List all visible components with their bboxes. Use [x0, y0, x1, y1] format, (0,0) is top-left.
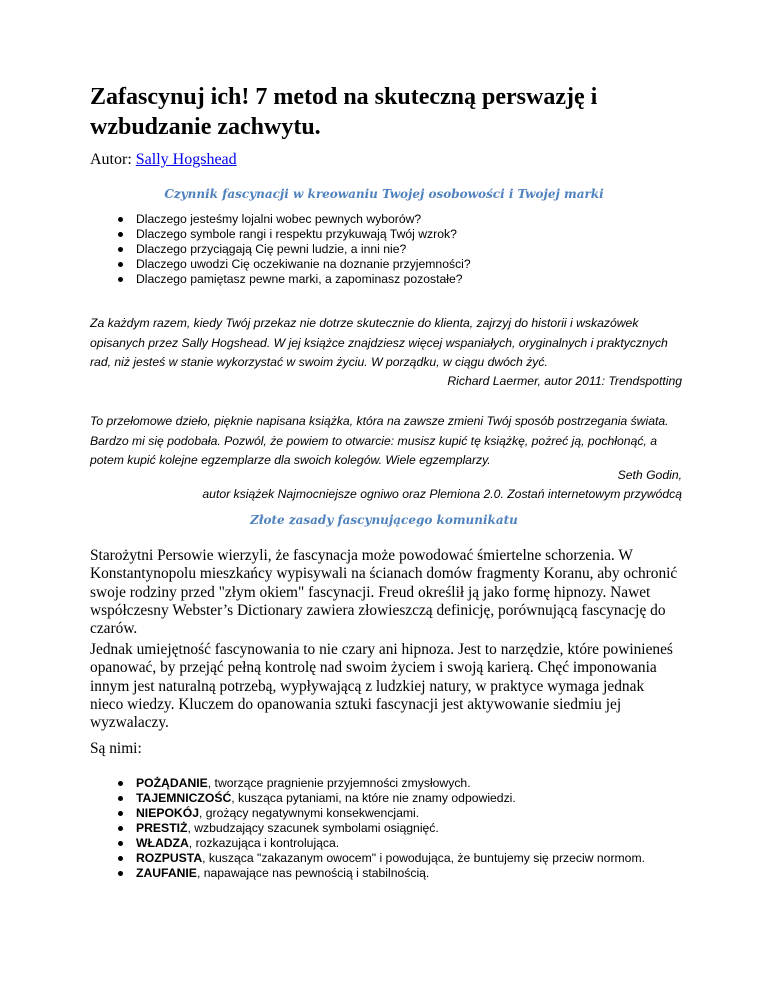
quote-attribution-laermer: Richard Laermer, autor 2011: Trendspotting	[447, 374, 682, 388]
bullet-icon	[118, 871, 123, 876]
bullet-icon	[118, 796, 123, 801]
list-item	[90, 821, 645, 836]
list-item-text: Dlaczego pamiętasz pewne marki, a zapominasz pozostałe?	[136, 272, 463, 286]
trigger-description: , napawające nas pewnością i stabilnością.	[196, 866, 430, 880]
list-item	[90, 212, 471, 227]
questions-list	[90, 212, 471, 287]
bullet-icon	[118, 856, 123, 861]
author-link[interactable]: Sally Hogshead	[135, 151, 237, 168]
list-item	[90, 851, 645, 866]
list-item	[90, 866, 645, 881]
list-item	[90, 806, 645, 821]
list-item	[90, 791, 645, 806]
list-item-text: Dlaczego jesteśmy lojalni wobec pewnych wyborów?	[136, 212, 422, 226]
triggers-list	[90, 776, 645, 881]
trigger-name: ROZPUSTA	[136, 851, 203, 865]
section-heading-fascination-factor: Czynnik fascynacji w kreowaniu Twojej osobowości i Twojej marki	[164, 187, 604, 201]
bullet-icon	[118, 841, 123, 846]
quote-attribution-godin-name: Seth Godin,	[617, 468, 682, 482]
bullet-icon	[118, 232, 123, 237]
bullet-icon	[118, 277, 123, 282]
bullet-icon	[118, 262, 123, 267]
bullet-icon	[118, 811, 123, 816]
trigger-description: , tworzące pragnienie przyjemności zmysłowych.	[207, 776, 471, 790]
list-item	[90, 242, 471, 257]
bullet-icon	[118, 247, 123, 252]
list-item	[90, 272, 471, 287]
list-item	[90, 257, 471, 272]
paragraph-intro-list: Są nimi:	[90, 740, 142, 757]
quote-laermer: Za każdym razem, kiedy Twój przekaz nie dotrze skutecznie do klienta, zajrzyj do historii i wskazówek opisanych przez Sally Hogshead. W jej książce znajdziesz więcej wspaniałych, oryginalnych i praktycznych rad, niż jesteś w stanie wykorzystać w swoim życiu. W porządku, w ciągu dwóch żyć.	[90, 316, 668, 369]
bullet-icon	[118, 826, 123, 831]
trigger-description: , rozkazująca i kontrolująca.	[188, 836, 340, 850]
trigger-description: , kusząca "zakazanym owocem" i powodująca, że buntujemy się przeciw normom.	[202, 851, 645, 865]
list-item-text: Dlaczego przyciągają Cię pewni ludzie, a inni nie?	[136, 242, 407, 256]
list-item	[90, 776, 645, 791]
paragraph-skill: Jednak umiejętność fascynowania to nie czary ani hipnoza. Jest to narzędzie, które powinieneś opanować, by przejąć pełną kontrolę nad swoim życiem i swoją karierą. Chęć imponowania innym jest naturalną potrzebą, wypływającą z ludzkiej natury, w praktyce wymaga jednak nieco wiedzy. Kluczem do opanowania sztuki fascynacji jest aktywowanie siedmiu jej wyzwalaczy.	[90, 641, 673, 732]
list-item-text: Dlaczego uwodzi Cię oczekiwanie na doznanie przyjemności?	[136, 257, 471, 271]
author-label: Autor:	[90, 151, 136, 168]
trigger-description: , wzbudzający szacunek symbolami osiągnięć.	[187, 821, 439, 835]
document-title: Zafascynuj ich! 7 metod na skuteczną perswazję i wzbudzanie zachwytu.	[90, 84, 598, 140]
trigger-name: PRESTIŻ	[136, 821, 188, 835]
trigger-description: , grożący negatywnymi konsekwencjami.	[199, 806, 420, 820]
trigger-name: ZAUFANIE	[136, 866, 197, 880]
list-item	[90, 227, 471, 242]
list-item	[90, 836, 645, 851]
quote-godin: To przełomowe dzieło, pięknie napisana książka, która na zawsze zmieni Twój sposób postrzegania świata. Bardzo mi się podobała. Pozwól, że powiem to otwarcie: musisz kupić tę książkę, pożreć ją, pochłonąć, a potem kupić kolejne egzemplarze dla swoich kolegów. Wiele egzemplarzy.	[90, 414, 669, 467]
trigger-description: , kusząca pytaniami, na które nie znamy odpowiedzi.	[231, 791, 516, 805]
trigger-name: TAJEMNICZOŚĆ	[136, 791, 232, 805]
trigger-name: WŁADZA	[136, 836, 189, 850]
list-item-text: Dlaczego symbole rangi i respektu przykuwają Twój wzrok?	[136, 227, 457, 241]
paragraph-history: Starożytni Persowie wierzyli, że fascynacja może powodować śmiertelne schorzenia. W Konstantynopolu mieszkańcy wypisywali na ścianach domów fragmenty Koranu, aby ochronić swoje rodziny przed "złym okiem" fascynacji. Freud określił ją jako formę hipnozy. Nawet współczesny Webster’s Dictionary zawiera złowieszczą definicję, porównującą fascynację do czarów.	[90, 547, 678, 638]
quote-attribution-godin-role: autor książek Najmocniejsze ogniwo oraz Plemiona 2.0. Zostań internetowym przywódcą	[202, 487, 682, 501]
trigger-name: POŻĄDANIE	[136, 776, 208, 790]
section-heading-golden-rules: Złote zasady fascynującego komunikatu	[250, 513, 518, 527]
trigger-name: NIEPOKÓJ	[136, 806, 199, 820]
bullet-icon	[118, 781, 123, 786]
author-line	[90, 150, 237, 170]
bullet-icon	[118, 217, 123, 222]
